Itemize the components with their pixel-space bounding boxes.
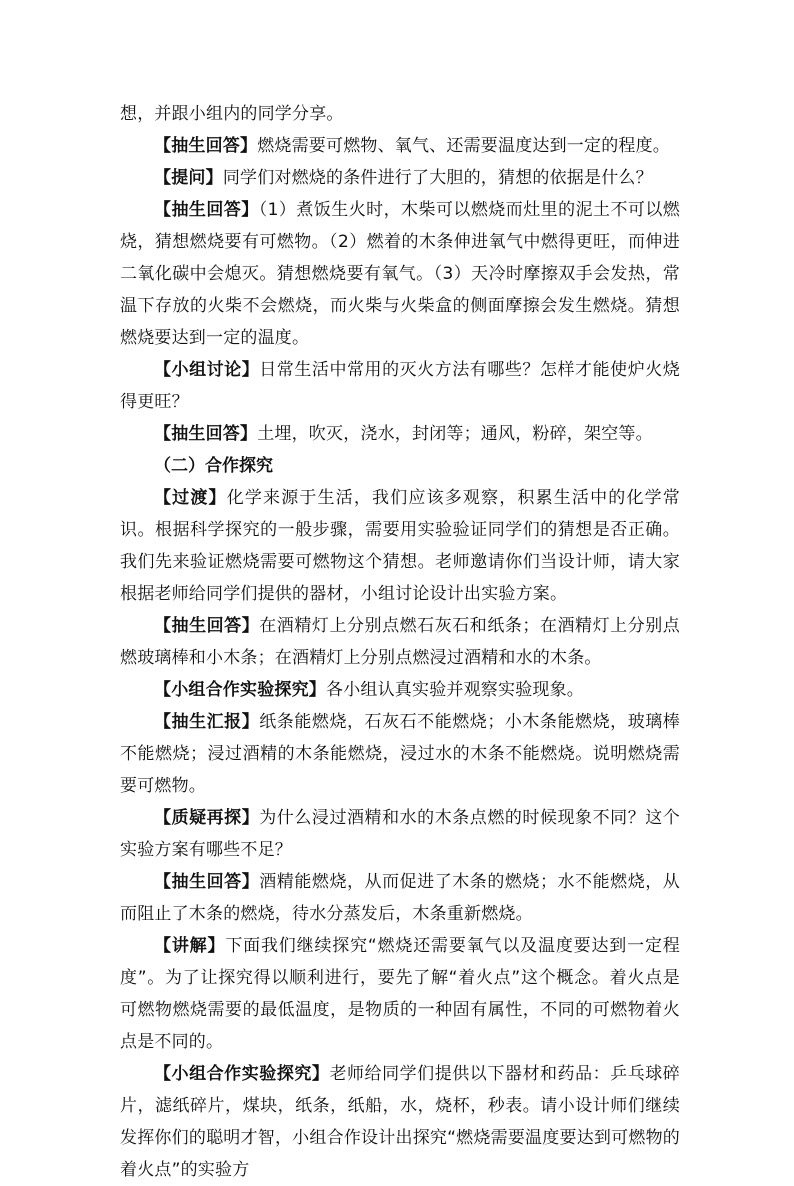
paragraph-text: 燃烧需要可燃物、氧气、还需要温度达到一定的程度。 <box>257 136 671 156</box>
paragraph-tag: 【提问】 <box>154 168 223 188</box>
paragraph <box>120 482 680 610</box>
paragraph-text: 酒精能燃烧，从而促进了木条的燃烧；水不能燃烧，从而阻止了木条的燃烧，待水分蒸发后，木条重新燃烧。 <box>120 872 680 924</box>
paragraph-text: 在酒精灯上分别点燃石灰石和纸条；在酒精灯上分别点燃玻璃棒和小木条；在酒精灯上分别点燃浸过酒精和水的木条。 <box>120 616 680 668</box>
section-heading: （二）合作探究 <box>154 456 273 476</box>
paragraph-tag: 【讲解】 <box>154 936 226 956</box>
paragraph-text: 下面我们继续探究“燃烧还需要氧气以及温度要达到一定程度”。为了让探究得以顺利进行，要先了解“着火点”这个概念。着火点是可燃物燃烧需要的最低温度，是物质的一种固有属性，不同的可燃物着火点是不同的。 <box>120 936 680 1052</box>
paragraph <box>120 674 680 706</box>
paragraph <box>120 930 680 1058</box>
paragraph-tag: 【抽生汇报】 <box>154 712 260 732</box>
paragraph-tag: 【小组讨论】 <box>154 360 260 380</box>
paragraph <box>120 610 680 674</box>
paragraph-text: 土埋，吹灭，浇水，封闭等；通风，粉碎，架空等。 <box>257 424 653 444</box>
paragraph <box>120 866 680 930</box>
paragraph <box>120 418 680 450</box>
paragraph-text: 化学来源于生活，我们应该多观察，积累生活中的化学常识。根据科学探究的一般步骤，需要用实验验证同学们的猜想是否正确。我们先来验证燃烧需要可燃物这个猜想。老师邀请你们当设计师，请大家根据老师给同学们提供的器材，小组讨论设计出实验方案。 <box>120 488 680 604</box>
paragraph-text: 各小组认真实验并观察实验现象。 <box>326 680 584 700</box>
paragraph-text: 日常生活中常用的灭火方法有哪些？怎样才能使炉火烧得更旺？ <box>120 360 680 412</box>
paragraph-tag: 【过渡】 <box>154 488 227 508</box>
paragraph-text: 为什么浸过酒精和水的木条点燃的时候现象不同？这个实验方案有哪些不足？ <box>120 808 680 860</box>
paragraph <box>120 162 680 194</box>
paragraph-text: 同学们对燃烧的条件进行了大胆的，猜想的依据是什么？ <box>222 168 653 188</box>
paragraph-text: （1）煮饭生火时，木柴可以燃烧而灶里的泥土不可以燃烧，猜想燃烧要有可燃物。（2）燃着的木条伸进氧气中燃得更旺，而伸进二氧化碳中会熄灭。猜想燃烧要有氧气。（3）天冷时摩擦双手会发热，常温下存放的火柴不会燃烧，而火柴与火柴盒的侧面摩擦会发生燃烧。猜想燃烧要达到一定的温度。 <box>120 200 680 348</box>
paragraph-tag: 【抽生回答】 <box>154 616 260 636</box>
paragraph <box>120 706 680 802</box>
paragraph-tag: 【抽生回答】 <box>154 200 259 220</box>
paragraph <box>120 354 680 418</box>
paragraph-tag: 【小组合作实验探究】 <box>154 680 326 700</box>
paragraph <box>120 802 680 866</box>
paragraph <box>120 194 680 354</box>
paragraph <box>120 130 680 162</box>
paragraph-text: 想，并跟小组内的同学分享。 <box>120 104 344 124</box>
paragraph <box>120 98 680 130</box>
paragraph-tag: 【质疑再探】 <box>154 808 260 828</box>
paragraph-text: 纸条能燃烧，石灰石不能燃烧；小木条能燃烧，玻璃棒不能燃烧；浸过酒精的木条能燃烧，浸过水的木条不能燃烧。说明燃烧需要可燃物。 <box>120 712 680 796</box>
paragraph-tag: 【小组合作实验探究】 <box>154 1064 330 1084</box>
paragraph-text: 老师给同学们提供以下器材和药品：乒乓球碎片，滤纸碎片，煤块，纸条，纸船，水，烧杯，秒表。请小设计师们继续发挥你们的聪明才智，小组合作设计出探究“燃烧需要温度要达到可燃物的着火点”的实验方 <box>120 1064 681 1180</box>
paragraph-tag: 【抽生回答】 <box>154 424 258 444</box>
paragraph-tag: 【抽生回答】 <box>154 872 260 892</box>
paragraph <box>120 1058 680 1186</box>
paragraph-tag: 【抽生回答】 <box>154 136 258 156</box>
